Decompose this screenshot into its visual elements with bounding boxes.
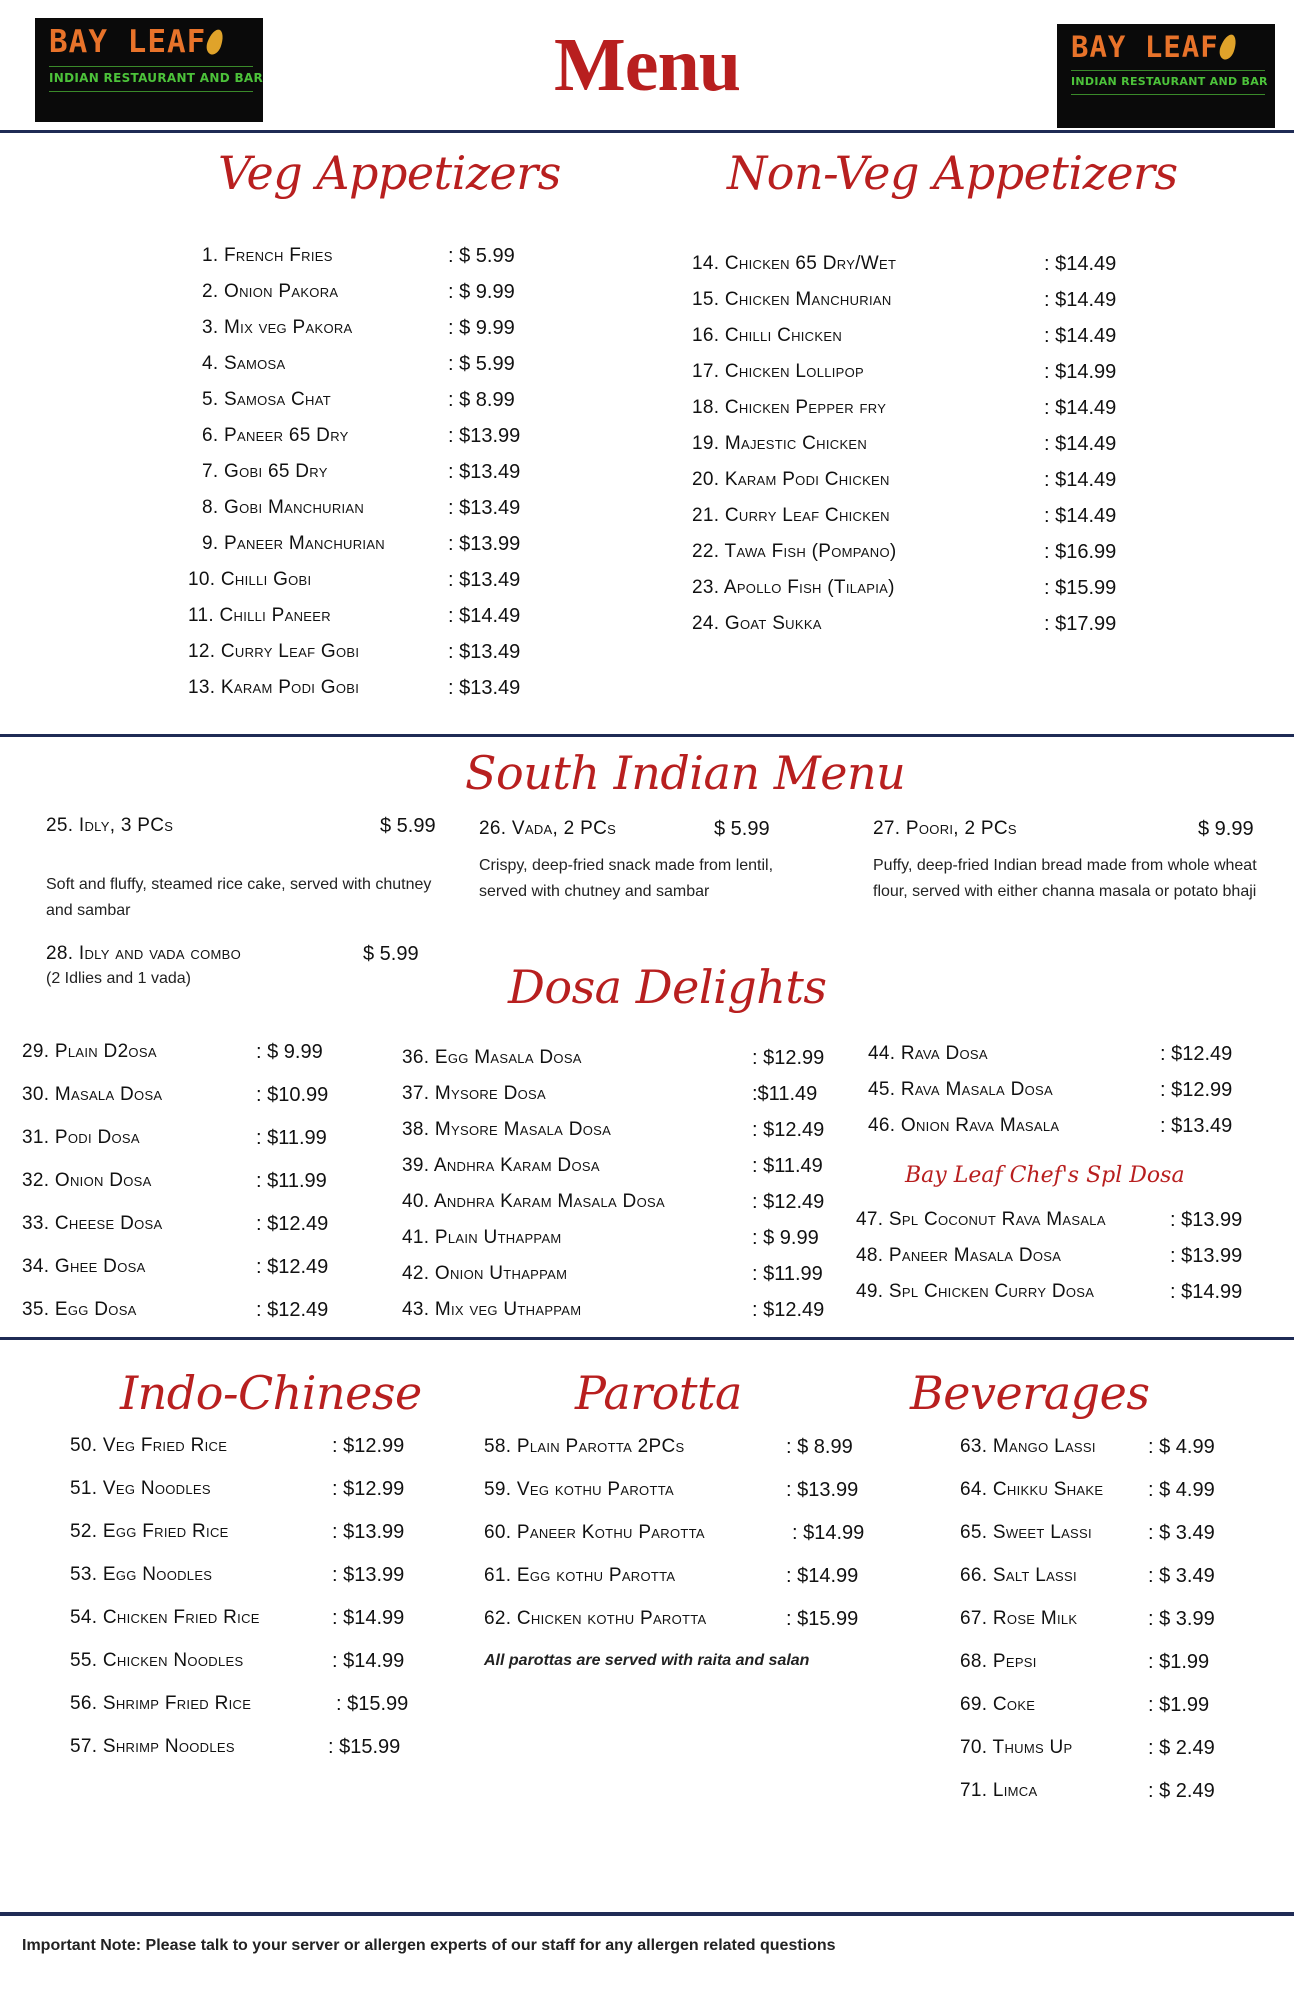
- menu-item: 30. Masala Dosa: [22, 1084, 163, 1105]
- menu-price: : $13.49: [1160, 1115, 1233, 1137]
- menu-item: 33. Cheese Dosa: [22, 1213, 163, 1234]
- menu-price: : $11.99: [752, 1263, 823, 1285]
- menu-price: : $17.99: [1044, 613, 1117, 635]
- menu-item: 11. Chilli Paneer: [188, 605, 331, 626]
- menu-price: : $14.99: [1170, 1281, 1243, 1303]
- menu-price: : $13.99: [1170, 1209, 1243, 1231]
- menu-price: : $14.99: [332, 1650, 405, 1672]
- menu-item: 29. Plain D2osa: [22, 1041, 157, 1062]
- menu-price: : $13.49: [448, 677, 521, 699]
- menu-item: 48. Paneer Masala Dosa: [856, 1245, 1062, 1266]
- menu-price: $ 5.99: [714, 818, 770, 840]
- section-title-nonveg: Non-Veg Appetizers: [727, 146, 1178, 200]
- menu-item: 25. Idly, 3 PCs: [46, 815, 174, 836]
- section-title-veg: Veg Appetizers: [218, 146, 561, 200]
- menu-price: : $14.49: [1044, 253, 1117, 275]
- menu-price: : $13.49: [448, 461, 521, 483]
- menu-item: 32. Onion Dosa: [22, 1170, 152, 1191]
- logo-brand: BAY LEAF: [49, 24, 207, 60]
- menu-price: : $12.49: [1160, 1043, 1233, 1065]
- menu-price: : $14.99: [786, 1565, 859, 1587]
- menu-item: 18. Chicken Pepper fry: [692, 397, 887, 418]
- menu-price: : $14.49: [1044, 325, 1117, 347]
- menu-price: : $16.99: [1044, 541, 1117, 563]
- menu-item: 34. Ghee Dosa: [22, 1256, 146, 1277]
- menu-item: 39. Andhra Karam Dosa: [402, 1155, 600, 1176]
- menu-item: 24. Goat Sukka: [692, 613, 822, 634]
- menu-price: : $12.99: [1160, 1079, 1233, 1101]
- menu-price: : $ 5.99: [448, 245, 515, 267]
- menu-item: 57. Shrimp Noodles: [70, 1736, 235, 1757]
- menu-item: 62. Chicken kothu Parotta: [484, 1608, 707, 1629]
- section-title-indo-chinese: Indo-Chinese: [120, 1366, 422, 1420]
- section-title-dosa: Dosa Delights: [508, 960, 827, 1014]
- menu-price: : $1.99: [1148, 1651, 1210, 1673]
- menu-price: : $ 5.99: [448, 353, 515, 375]
- menu-item: 47. Spl Coconut Rava Masala: [856, 1209, 1106, 1230]
- menu-price: : $14.49: [1044, 433, 1117, 455]
- menu-item: 54. Chicken Fried Rice: [70, 1607, 260, 1628]
- menu-price: : $13.99: [448, 533, 521, 555]
- menu-price: : $12.49: [256, 1299, 329, 1321]
- menu-item: 53. Egg Noodles: [70, 1564, 213, 1585]
- menu-price: : $ 9.99: [448, 281, 515, 303]
- menu-item: 17. Chicken Lollipop: [692, 361, 865, 382]
- menu-item: 26. Vada, 2 PCs: [479, 818, 617, 839]
- menu-item: 42. Onion Uthappam: [402, 1263, 568, 1284]
- menu-item: 3. Mix veg Pakora: [202, 317, 353, 338]
- menu-price: : $14.49: [448, 605, 521, 627]
- section-title-south-indian: South Indian Menu: [465, 746, 906, 800]
- menu-price: : $ 3.99: [1148, 1608, 1215, 1630]
- menu-price: : $12.99: [332, 1435, 405, 1457]
- menu-price: : $ 3.49: [1148, 1522, 1215, 1544]
- menu-item: 35. Egg Dosa: [22, 1299, 137, 1320]
- menu-price: : $13.99: [332, 1564, 405, 1586]
- menu-item: 41. Plain Uthappam: [402, 1227, 562, 1248]
- menu-price: $ 5.99: [380, 815, 436, 837]
- menu-item: 46. Onion Rava Masala: [868, 1115, 1060, 1136]
- menu-item: 68. Pepsi: [960, 1651, 1037, 1672]
- menu-item: 59. Veg kothu Parotta: [484, 1479, 674, 1500]
- menu-item: 40. Andhra Karam Masala Dosa: [402, 1191, 665, 1212]
- menu-price: : $ 9.99: [752, 1227, 819, 1249]
- menu-item: 37. Mysore Dosa: [402, 1083, 546, 1104]
- menu-item: 70. Thums Up: [960, 1737, 1073, 1758]
- menu-price: : $13.49: [448, 497, 521, 519]
- menu-item: 60. Paneer Kothu Parotta: [484, 1522, 705, 1543]
- menu-item: 50. Veg Fried Rice: [70, 1435, 228, 1456]
- menu-price: : $12.49: [752, 1191, 825, 1213]
- menu-item: 36. Egg Masala Dosa: [402, 1047, 582, 1068]
- menu-item: 43. Mix veg Uthappam: [402, 1299, 582, 1320]
- section-title-parotta: Parotta: [575, 1366, 742, 1420]
- menu-item: 20. Karam Podi Chicken: [692, 469, 890, 490]
- menu-item: 21. Curry Leaf Chicken: [692, 505, 890, 526]
- section-title-chef-spl: Bay Leaf Chef's Spl Dosa: [905, 1163, 1185, 1188]
- menu-price: : $10.99: [256, 1084, 329, 1106]
- menu-item: 44. Rava Dosa: [868, 1043, 988, 1064]
- menu-item: 16. Chilli Chicken: [692, 325, 843, 346]
- divider: [0, 130, 1294, 133]
- divider: [0, 1912, 1294, 1916]
- menu-item: 28. Idly and vada combo: [46, 943, 242, 964]
- menu-price: $ 9.99: [1198, 818, 1254, 840]
- menu-price: : $15.99: [786, 1608, 859, 1630]
- menu-item: 22. Tawa Fish (Pompano): [692, 541, 897, 562]
- menu-item: 12. Curry Leaf Gobi: [188, 641, 360, 662]
- menu-price: : $ 8.99: [448, 389, 515, 411]
- logo-subtitle: INDIAN RESTAURANT AND BAR: [1071, 75, 1268, 88]
- menu-item: 23. Apollo Fish (Tilapia): [692, 577, 895, 598]
- menu-price: : $15.99: [336, 1693, 409, 1715]
- menu-item: 71. Limca: [960, 1780, 1038, 1801]
- menu-price: : $12.49: [752, 1299, 825, 1321]
- menu-item: 45. Rava Masala Dosa: [868, 1079, 1053, 1100]
- menu-item: 52. Egg Fried Rice: [70, 1521, 229, 1542]
- menu-item: 10. Chilli Gobi: [188, 569, 312, 590]
- item-description: Soft and fluffy, steamed rice cake, served with chutney and sambar: [46, 876, 432, 919]
- logo-brand: BAY LEAF: [1071, 30, 1219, 64]
- menu-price: : $13.99: [1170, 1245, 1243, 1267]
- menu-item: 13. Karam Podi Gobi: [188, 677, 360, 698]
- menu-price: : $11.49: [752, 1155, 823, 1177]
- menu-item: 31. Podi Dosa: [22, 1127, 140, 1148]
- menu-price: : $13.49: [448, 641, 521, 663]
- menu-item: 6. Paneer 65 Dry: [202, 425, 349, 446]
- menu-price: : $12.49: [256, 1213, 329, 1235]
- divider: [0, 734, 1294, 737]
- menu-price: : $12.49: [752, 1119, 825, 1141]
- menu-price: : $14.49: [1044, 397, 1117, 419]
- menu-price: : $ 2.49: [1148, 1780, 1215, 1802]
- menu-item: 38. Mysore Masala Dosa: [402, 1119, 612, 1140]
- menu-item: 61. Egg kothu Parotta: [484, 1565, 676, 1586]
- menu-price: : $14.49: [1044, 469, 1117, 491]
- menu-item: 1. French Fries: [202, 245, 333, 266]
- menu-price: $ 5.99: [363, 943, 419, 965]
- item-description: Crispy, deep-fried snack made from lentil, served with chutney and sambar: [479, 857, 774, 900]
- menu-price: : $ 9.99: [448, 317, 515, 339]
- menu-item: 9. Paneer Manchurian: [202, 533, 385, 554]
- menu-item: 8. Gobi Manchurian: [202, 497, 365, 518]
- menu-price: : $13.99: [786, 1479, 859, 1501]
- menu-item: 14. Chicken 65 Dry/Wet: [692, 253, 897, 274]
- menu-item: 4. Samosa: [202, 353, 286, 374]
- menu-price: : $ 2.49: [1148, 1737, 1215, 1759]
- divider: [0, 1337, 1294, 1340]
- allergen-note: Important Note: Please talk to your server or allergen experts of our staff for any allergen related questions: [22, 1937, 836, 1954]
- menu-price: : $14.99: [1044, 361, 1117, 383]
- menu-price: : $13.99: [448, 425, 521, 447]
- menu-item: 56. Shrimp Fried Rice: [70, 1693, 252, 1714]
- menu-price: : $12.99: [752, 1047, 825, 1069]
- menu-item: 55. Chicken Noodles: [70, 1650, 244, 1671]
- menu-item: 69. Coke: [960, 1694, 1036, 1715]
- menu-item: 15. Chicken Manchurian: [692, 289, 892, 310]
- menu-item: 63. Mango Lassi: [960, 1436, 1096, 1457]
- logo-subtitle: INDIAN RESTAURANT AND BAR: [49, 71, 264, 85]
- menu-item: 7. Gobi 65 Dry: [202, 461, 328, 482]
- section-title-beverages: Beverages: [910, 1366, 1150, 1420]
- menu-price: : $13.99: [332, 1521, 405, 1543]
- item-description: (2 Idlies and 1 vada): [46, 970, 191, 987]
- menu-price: : $15.99: [1044, 577, 1117, 599]
- menu-item: 65. Sweet Lassi: [960, 1522, 1092, 1543]
- menu-price: : $1.99: [1148, 1694, 1210, 1716]
- menu-price: : $ 3.49: [1148, 1565, 1215, 1587]
- menu-price: : $11.99: [256, 1170, 327, 1192]
- menu-price: : $11.99: [256, 1127, 327, 1149]
- item-description: Puffy, deep-fried Indian bread made from whole wheat flour, served with either channa masala or potato bhaji: [873, 857, 1257, 900]
- menu-price: : $ 8.99: [786, 1436, 853, 1458]
- menu-price: : $15.99: [328, 1736, 401, 1758]
- menu-price: : $13.49: [448, 569, 521, 591]
- menu-price: : $ 4.99: [1148, 1436, 1215, 1458]
- menu-price: :$11.49: [752, 1083, 818, 1105]
- menu-price: : $14.49: [1044, 289, 1117, 311]
- menu-item: 66. Salt Lassi: [960, 1565, 1077, 1586]
- menu-item: 49. Spl Chicken Curry Dosa: [856, 1281, 1095, 1302]
- menu-item: 51. Veg Noodles: [70, 1478, 211, 1499]
- menu-item: 5. Samosa Chat: [202, 389, 331, 410]
- menu-item: 27. Poori, 2 PCs: [873, 818, 1017, 839]
- menu-item: 2. Onion Pakora: [202, 281, 339, 302]
- page-title: Menu: [554, 23, 740, 107]
- menu-price: : $ 4.99: [1148, 1479, 1215, 1501]
- menu-price: : $14.49: [1044, 505, 1117, 527]
- menu-item: 67. Rose Milk: [960, 1608, 1078, 1629]
- menu-item: 64. Chikku Shake: [960, 1479, 1104, 1500]
- menu-price: : $14.99: [792, 1522, 865, 1544]
- menu-price: : $14.99: [332, 1607, 405, 1629]
- menu-price: : $ 9.99: [256, 1041, 323, 1063]
- menu-price: : $12.49: [256, 1256, 329, 1278]
- menu-price: : $12.99: [332, 1478, 405, 1500]
- menu-item: 58. Plain Parotta 2PCs: [484, 1436, 685, 1457]
- parotta-note: All parottas are served with raita and salan: [484, 1652, 810, 1669]
- menu-item: 19. Majestic Chicken: [692, 433, 868, 454]
